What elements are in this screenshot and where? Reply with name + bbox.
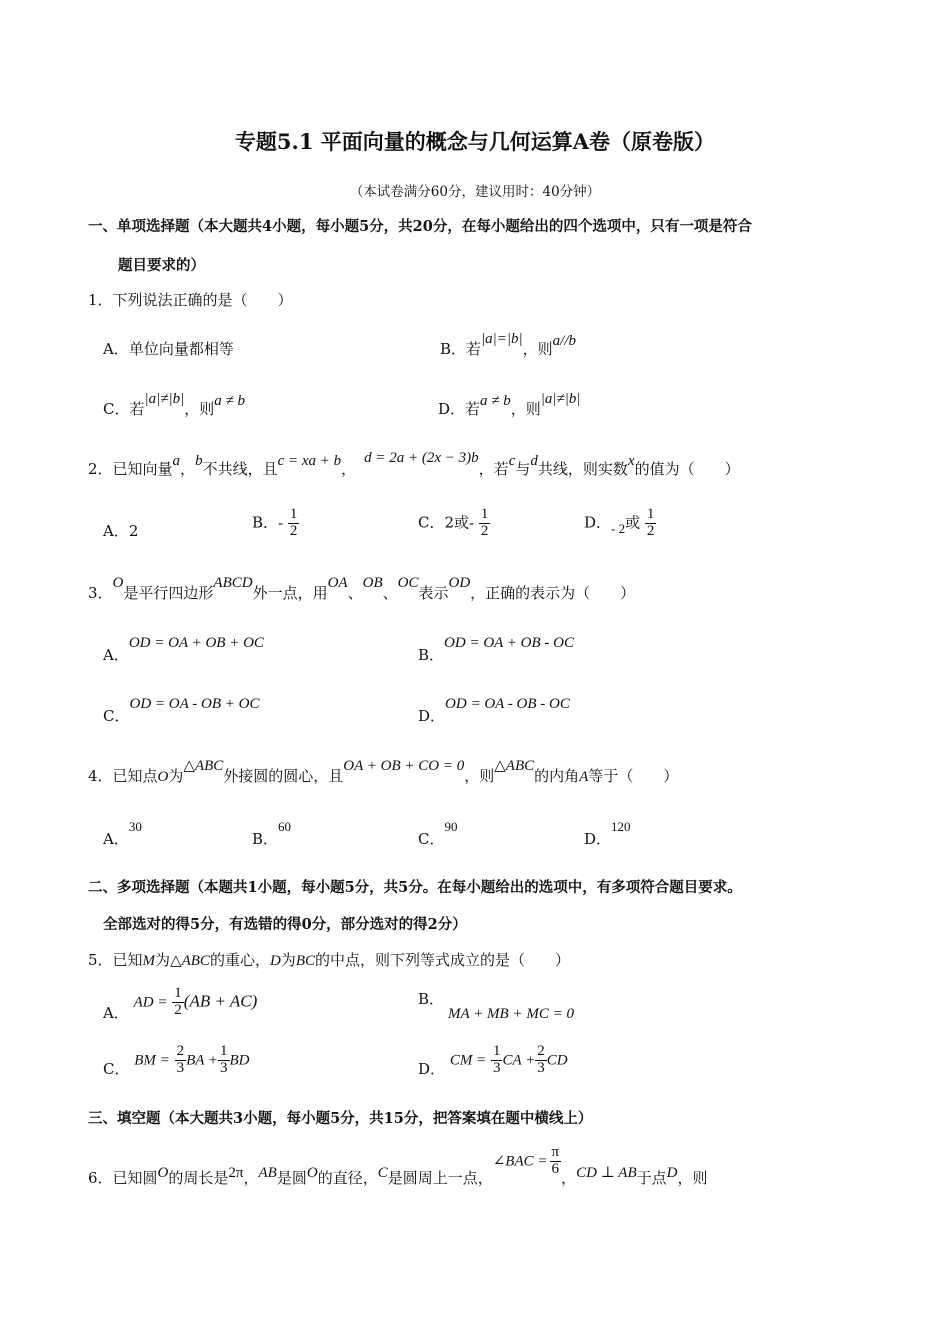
q5-option-c: C． BM = $\frac{2}{3}$ BA + $\frac{1}{3}$ BD: [103, 1043, 250, 1079]
q2-option-d: D．- 2或 $\frac{1}{2}$: [584, 506, 655, 539]
q1-stem: 1．下列说法正确的是（ ）: [88, 291, 293, 309]
q1-option-c: C．若|a|≠|b|，则a ≠ b: [103, 391, 245, 418]
q2-stem: 2．已知向量a，b不共线，且c = xa + b，d = 2a + (2x − 3)b，若c与d共线，则实数x的值为（ ）: [88, 450, 740, 478]
q4-option-b: B．60: [252, 819, 292, 848]
q4-option-a: A．30: [103, 819, 142, 848]
q4-option-d: D．120: [584, 819, 631, 848]
q2-option-c: C．2或- $\frac{1}{2}$: [418, 506, 489, 539]
section1-heading: 一、单项选择题（本大题共4小题，每小题5分，共20分，在每小题给出的四个选项中，只有一项是符合: [88, 218, 752, 235]
q2-option-a: A．2: [103, 522, 139, 540]
q3-option-b: B．OD = OA + OB - OC: [418, 635, 574, 664]
q1-option-d: D．若a ≠ b，则|a|≠|b|: [438, 391, 581, 418]
q5-option-b: B．MA + MB + MC = 0: [418, 990, 574, 1022]
q1-option-a: A．单位向量都相等: [103, 340, 234, 358]
page-subtitle: （本试卷满分60分，建议用时：40分钟）: [349, 184, 601, 200]
section2-heading-cont: 全部选对的得5分，有选错的得0分，部分选对的得2分）: [103, 916, 467, 933]
section3-heading: 三、填空题（本大题共3小题，每小题5分，共15分，把答案填在题中横线上）: [88, 1110, 593, 1127]
q3-option-d: D．OD = OA - OB - OC: [418, 696, 570, 725]
q5-option-d: D． CM = $\frac{1}{3}$ CA + $\frac{2}{3}$ CD: [418, 1043, 568, 1079]
q5-option-a: A． AD = $\frac{1}{2}$ (AB + AC): [103, 985, 258, 1023]
q6-stem: 6．已知圆O的周长是2π，AB是圆O的直径，C是圆周上一点，∠BAC = $\frac{\pi}{6}$ ，CD ⊥ AB于点D，则: [88, 1144, 708, 1188]
q1-option-b: B．若|a|=|b|，则a//b: [440, 331, 577, 358]
q3-option-c: C．OD = OA - OB + OC: [103, 696, 260, 725]
page-title: 专题5.1 平面向量的概念与几何运算A卷（原卷版）: [234, 129, 716, 154]
q4-option-c: C．90: [418, 819, 458, 848]
q4-stem: 4．已知点O为△ABC外接圆的圆心，且OA + OB + CO = 0，则△ABC的内角A等于（ ）: [88, 758, 679, 785]
q5-stem: 5．已知M为△ABC的重心，D为BC的中点，则下列等式成立的是（ ）: [88, 951, 570, 969]
q2-option-b: B．- $\frac{1}{2}$: [252, 506, 298, 539]
section2-heading: 二、多项选择题（本题共1小题，每小题5分，共5分。在每小题给出的选项中，有多项符合题目要求。: [88, 879, 742, 896]
q3-stem: 3．O是平行四边形ABCD外一点，用OA、OB、OC表示OD，正确的表示为（ ）: [88, 575, 636, 602]
q3-option-a: A．OD = OA + OB + OC: [103, 635, 264, 664]
section1-heading-cont: 题目要求的）: [118, 257, 205, 274]
